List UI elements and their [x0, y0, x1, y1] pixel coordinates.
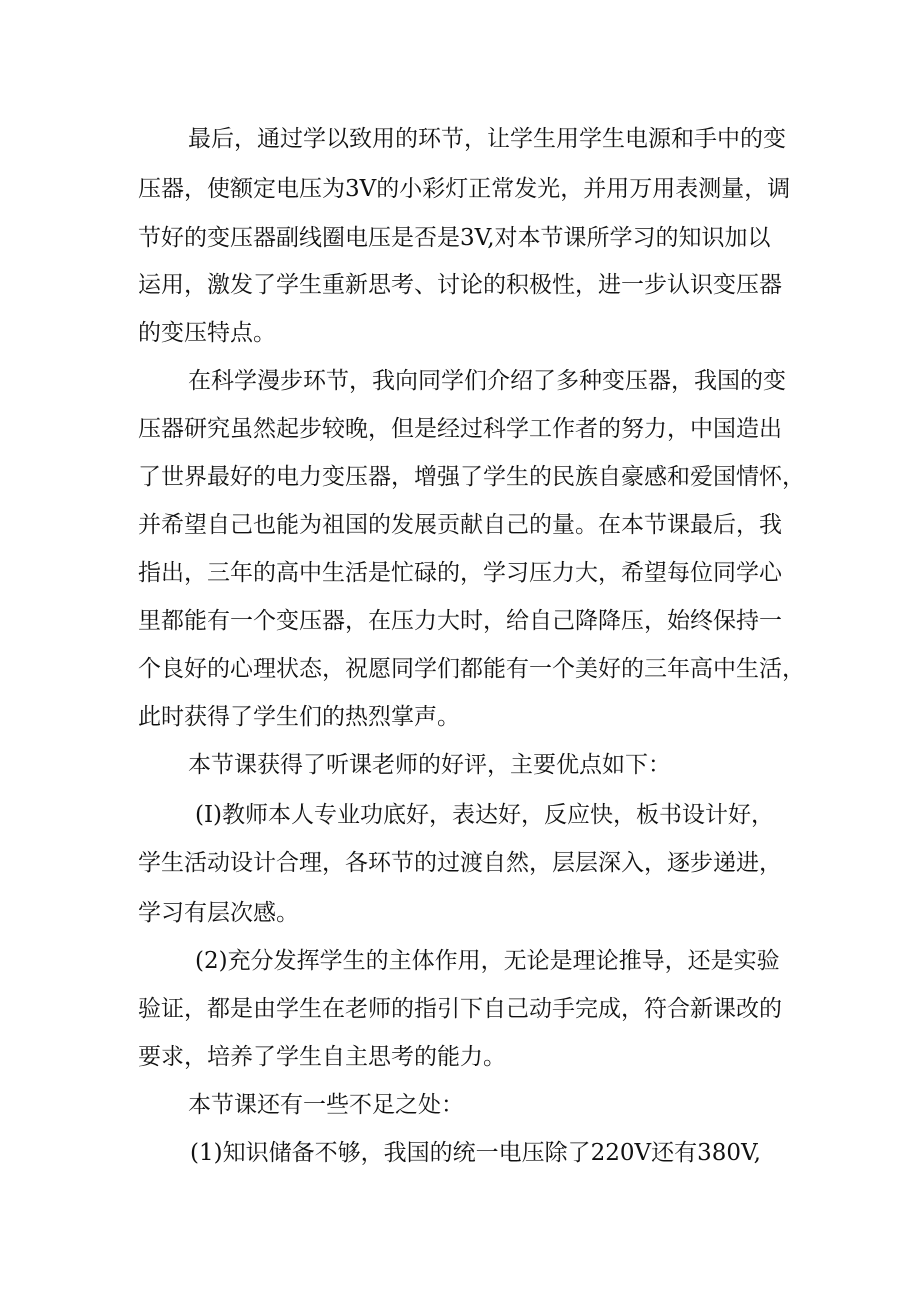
- text-line: 指出，三年的高中生活是忙碌的，学习压力大，希望每位同学心: [138, 560, 782, 586]
- text-line: 验证，都是由学生在老师的指引下自己动手完成，符合新课改的: [138, 996, 782, 1022]
- text-line: 此时获得了学生们的热烈掌声。: [138, 704, 460, 730]
- text-line: 里都能有一个变压器，在压力大时，给自己降降压，始终保持一: [138, 608, 782, 634]
- text-line: 并希望自己也能为祖国的发展贡献自己的量。在本节课最后，我: [138, 512, 782, 538]
- text-line: 本节课还有一些不足之处：: [188, 1092, 464, 1118]
- text-line: 本节课获得了听课老师的好评，主要优点如下：: [188, 752, 671, 778]
- text-line: 节好的变压器副线圈电压是否是3V,对本节课所学习的知识加以: [138, 225, 771, 251]
- text-line: 了世界最好的电力变压器，增强了学生的民族自豪感和爱国情怀，: [138, 464, 805, 490]
- text-line: 要求，培养了学生自主思考的能力。: [138, 1044, 506, 1070]
- text-line: 在科学漫步环节，我向同学们介绍了多种变压器，我国的变: [188, 368, 786, 394]
- text-line: 压器，使额定电压为3V的小彩灯正常发光，并用万用表测量，调: [138, 176, 791, 202]
- text-line: 运用，激发了学生重新思考、讨论的积极性，进一步认识变压器: [138, 272, 782, 298]
- list-item: (I)教师本人专业功底好，表达好，反应快，板书设计好，: [195, 802, 775, 828]
- text-line: 压器研究虽然起步较晚，但是经过科学工作者的努力，中国造出: [138, 416, 782, 442]
- text-line: 最后，通过学以致用的环节，让学生用学生电源和手中的变: [188, 126, 786, 152]
- list-item: (2)充分发挥学生的主体作用，无论是理论推导，还是实验: [195, 948, 780, 974]
- text-line: 个良好的心理状态，祝愿同学们都能有一个美好的三年高中生活，: [138, 656, 805, 682]
- list-item: (1)知识储备不够，我国的统一电压除了220V还有380V,: [190, 1140, 761, 1166]
- text-line: 学习有层次感。: [138, 900, 299, 926]
- text-line: 的变压特点。: [138, 320, 276, 346]
- text-line: 学生活动设计合理，各环节的过渡自然，层层深入，逐步递进，: [138, 850, 782, 876]
